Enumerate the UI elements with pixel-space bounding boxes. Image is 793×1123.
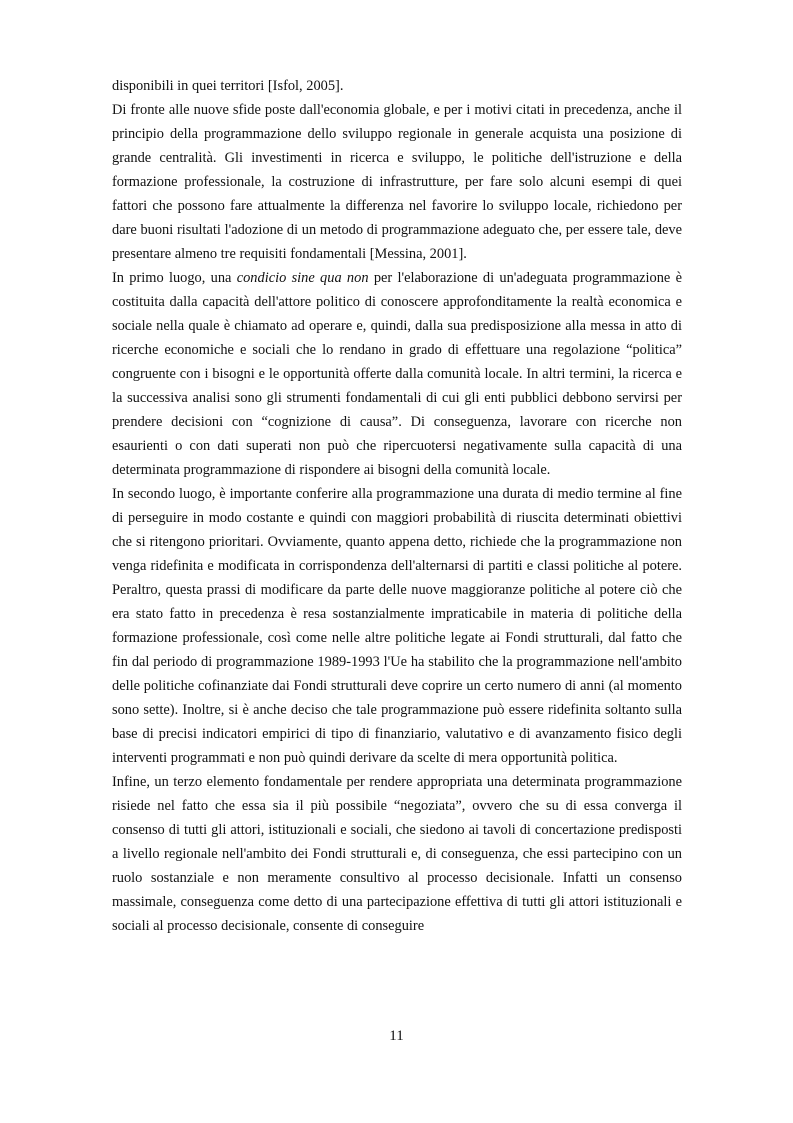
paragraph-global-challenges: Di fronte alle nuove sfide poste dall'economia globale, e per i motivi citati in precedenza, anche il principio della programmazione dello sviluppo regionale in generale acquista una posizione di grande centralità. Gli investimenti in ricerca e sviluppo, le politiche dell'istruzione e della formazione professionale, la costruzione di infrastrutture, per fare solo alcuni esempi di quei fattori che possono fare attualmente la differenza nel favorire lo sviluppo locale, richiedono per dare buoni risultati l'adozione di un metodo di programmazione adeguato che, per essere tale, deve presentare almeno tre requisiti fondamentali [Messina, 2001]. — [112, 102, 682, 262]
paragraph-third-requirement: Infine, un terzo elemento fondamentale per rendere appropriata una determinata programmazione risiede nel fatto che essa sia il più possibile “negoziata”, ovvero che su di essa converga il consenso di tutti gli attori, istituzionali e sociali, che siedono ai tavoli di concertazione predisposti a livello regionale nell'ambito dei Fondi strutturali e, di conseguenza, che essi partecipino con un ruolo sostanziale e non meramente consultivo al processo decisionale. Infatti un consenso massimale, conseguenza come detto di una partecipazione effettiva di tutti gli attori istituzionali e sociali al processo decisionale, consente di conseguire — [112, 774, 682, 934]
paragraph-second-requirement: In secondo luogo, è importante conferire alla programmazione una durata di medio termine al fine di perseguire in modo costante e quindi con maggiori probabilità di riuscita determinati obiettivi che si ritengono prioritari. Ovviamente, quanto appena detto, richiede che la programmazione non venga ridefinita e modificata in corrispondenza dell'alternarsi di partiti e classi politiche al potere. Peraltro, questa prassi di modificare da parte delle nuove maggioranze politiche al potere ciò che era stato fatto in precedenza è resa sostanzialmente impraticabile in materia di politiche della formazione professionale, così come nelle altre politiche legate ai Fondi strutturali, dal fatto che fin dal periodo di programmazione 1989-1993 l'Ue ha stabilito che la programmazione nell'ambito delle politiche cofinanziate dai Fondi strutturali deve coprire un certo numero di anni (al momento sono sette). Inoltre, si è anche deciso che tale programmazione può essere ridefinita soltanto sulla base di precisi indicatori empirici di tipo di finanziario, valutativo e di avanzamento fisico degli interventi programmati e non può quindi derivare da scelte di mera opportunità politica. — [112, 486, 682, 766]
paragraph-first-requirement-body: per l'elaborazione di un'adeguata programmazione è costituita dalla capacità dell'attore politico di conoscere approfonditamente la realtà economica e sociale nella quale è chiamato ad operare e, quindi, dalla sua predisposizione alla messa in atto di ricerche economiche e sociali che lo rendano in grado di effettuare una regolazione “politica” congruente con i bisogni e le opportunità offerte dalla comunità locale. In altri termini, la ricerca e la successiva analisi sono gli strumenti fondamentali di cui gli enti pubblici debbono servirsi per prendere decisioni con “cognizione di causa”. Di conseguenza, lavorare con ricerche non esaurienti o con dati superati non può che ripercuotersi negativamente sulla capacità di una determinata programmazione di rispondere ai bisogni della comunità locale. — [112, 270, 682, 478]
paragraph-continuation: disponibili in quei territori [Isfol, 2005]. — [112, 78, 344, 94]
body-text — [112, 74, 682, 938]
page-number: 11 — [389, 1028, 404, 1044]
latin-phrase: condicio sine qua non — [236, 270, 369, 286]
paragraph-first-requirement-intro: In primo luogo, una — [112, 270, 237, 286]
paragraph-first-requirement — [112, 266, 682, 482]
